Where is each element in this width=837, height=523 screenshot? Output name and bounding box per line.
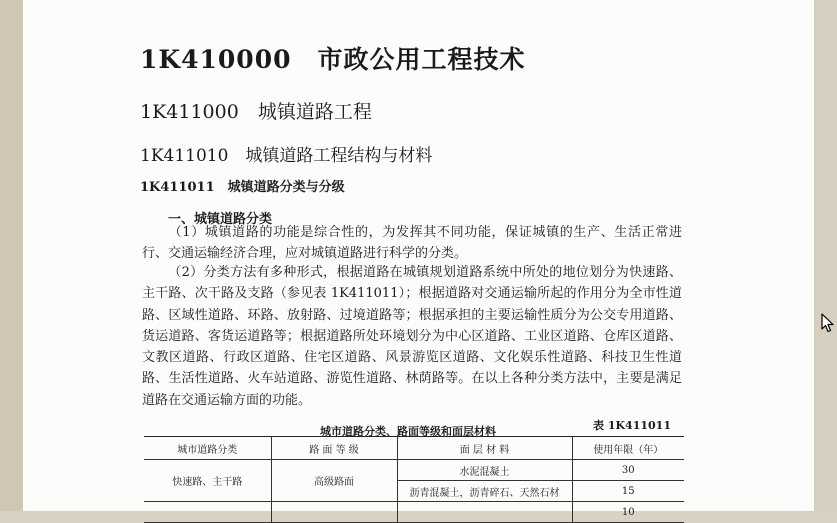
document-page — [23, 0, 814, 518]
heading-chapter: 1K410000 市政公用工程技术 — [140, 45, 526, 74]
section-title: 一、城镇道路分类 — [168, 212, 273, 227]
scan-margin-left — [0, 0, 23, 511]
cell-road-class: 快速路、主干路 — [144, 460, 271, 502]
header-pavement-grade: 路 面 等 级 — [271, 437, 397, 460]
mouse-cursor-icon — [821, 313, 835, 333]
cell-years: 30 — [572, 460, 684, 481]
table-header-row — [144, 437, 684, 460]
cell-material: 水泥混凝土 — [397, 460, 572, 481]
paragraph-1 — [142, 222, 682, 265]
paragraph-2-text: （2）分类方法有多种形式，根据道路在城镇规划道路系统中所处的地位划分为快速路、主干路、次干路及支路（参见表 1K411011）；根据道路对交通运输所起的作用分为全市性道路、区域性道路、环路、放射路、过境道路等；根据承担的主要运输性质分为公交专用道路、货运道路、客货运道路等；根据道路所处环境划分为中心区道路、工业区道路、仓库区道路、文教区道路、行政区道路、住宅区道路、风景游览区道路、文化娱乐性道路、科技卫生性道路、生活性道路、火车站道路、游览性道路、林荫路等。在以上各种分类方法中，主要是满足道路在交通运输方面的功能。 — [142, 265, 682, 408]
table-row — [144, 460, 684, 481]
table-number: 表 1K411011 — [593, 419, 671, 432]
cell-material: 沥青混凝土，沥青碎石、天然石材 — [397, 481, 572, 502]
cell-years: 10 — [572, 502, 684, 523]
paragraph-2 — [142, 262, 682, 411]
table-row-partial — [144, 502, 684, 523]
scan-margin-right — [814, 0, 837, 511]
paragraph-1-text: （1）城镇道路的功能是综合性的，为发挥其不同功能，保证城镇的生产、生活正常进行、交通运输经济合理，应对城镇道路进行科学的分类。 — [142, 225, 682, 262]
header-surface-material: 面 层 材 料 — [397, 437, 572, 460]
table-caption: 城市道路分类、路面等级和面层材料 — [320, 425, 496, 438]
heading-section: 1K411000 城镇道路工程 — [140, 101, 372, 123]
header-service-life: 使用年限（年） — [572, 437, 684, 460]
cell-pavement-grade: 高级路面 — [271, 460, 397, 502]
heading-subsection: 1K411010 城镇道路工程结构与材料 — [140, 146, 433, 166]
heading-topic: 1K411011 城镇道路分类与分级 — [140, 180, 345, 195]
cell-years: 15 — [572, 481, 684, 502]
road-classification-table — [144, 436, 684, 523]
header-road-class: 城市道路分类 — [144, 437, 271, 460]
